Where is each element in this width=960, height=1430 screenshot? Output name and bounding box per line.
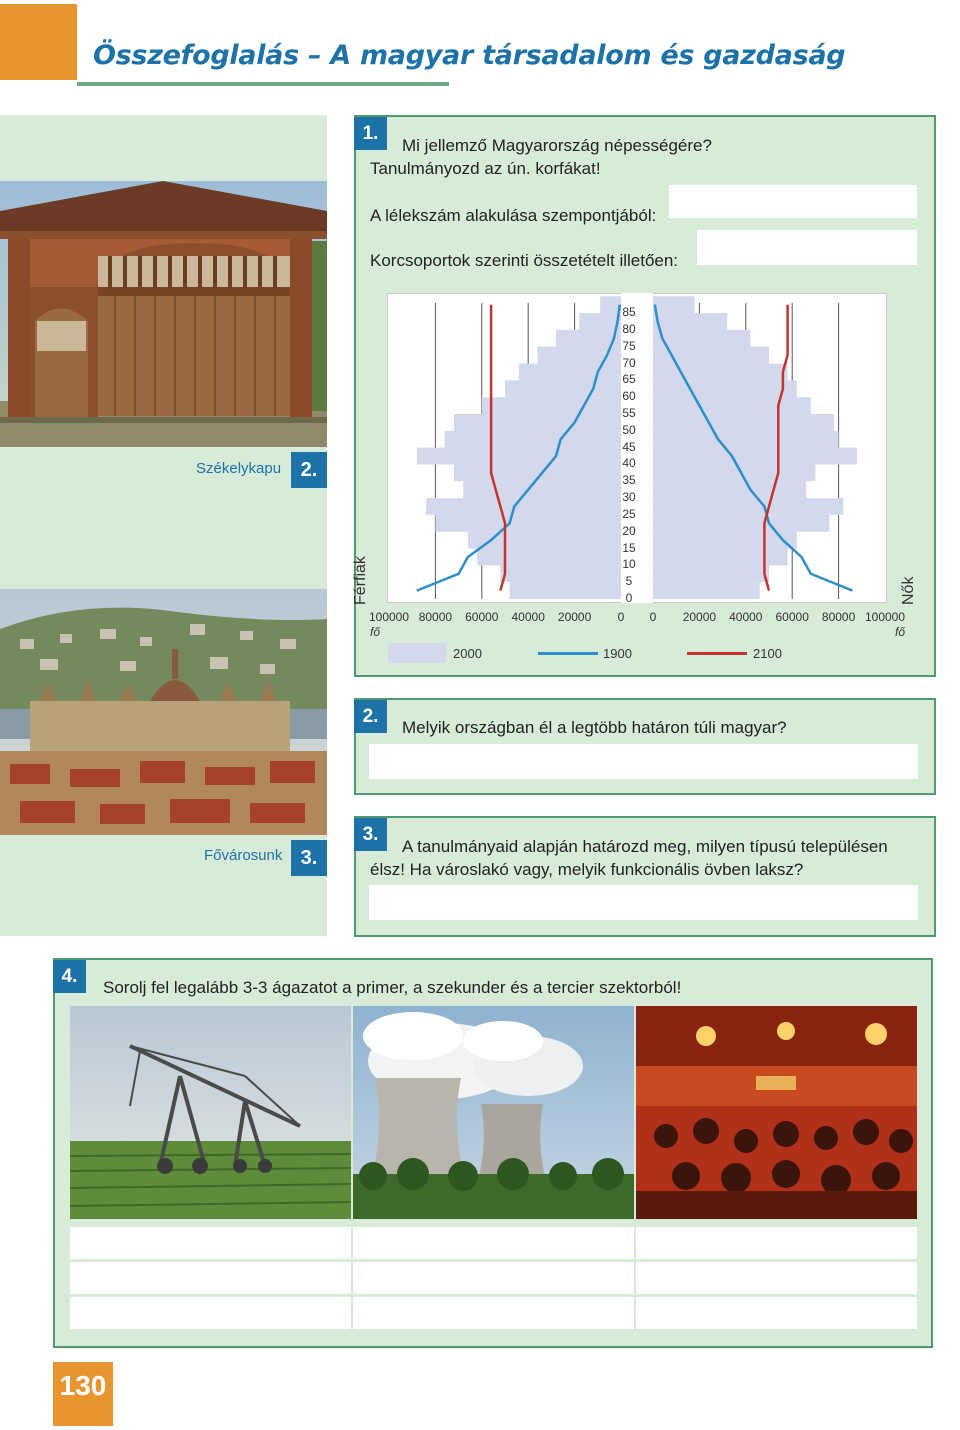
age-tick-label: 70 — [622, 355, 636, 370]
bar-2000-men — [579, 313, 621, 330]
age-tick-label: 0 — [625, 591, 633, 605]
bar-2000-men — [445, 431, 621, 448]
question-2-text: Melyik országban él a legtöbb határon túli magyar? — [402, 718, 787, 737]
age-tick-label: 35 — [622, 473, 636, 488]
age-tick-label: 5 — [625, 574, 633, 589]
age-tick-label: 65 — [622, 372, 636, 387]
restaurant-photo — [636, 1006, 917, 1219]
age-tick-label: 80 — [622, 321, 636, 336]
x-tick-label-women: 0 — [649, 610, 657, 624]
bar-2000-men — [426, 498, 621, 515]
age-tick-label: 55 — [622, 406, 636, 420]
x-tick-label-men: 0 — [617, 610, 625, 624]
unit-right: fő — [895, 625, 906, 639]
x-tick-label-women: 100000 — [864, 610, 906, 624]
men-label: Férfiak — [352, 556, 369, 605]
capital-figure-number: 3. — [291, 840, 327, 876]
age-tick-label: 10 — [622, 557, 636, 572]
bar-2000-women — [653, 515, 829, 532]
age-tick-label: 45 — [622, 439, 636, 454]
question-1-number: 1. — [354, 117, 387, 150]
question-3-number: 3. — [354, 818, 387, 851]
x-tick-label-women: 40000 — [729, 610, 763, 624]
age-tick-label: 15 — [622, 540, 636, 555]
bar-2000-men — [510, 582, 621, 599]
bar-2000-women — [653, 532, 797, 549]
capital-photo — [0, 589, 327, 835]
bar-2000-women — [653, 313, 727, 330]
bar-2000-women — [653, 414, 834, 431]
x-tick-label-women: 20000 — [682, 610, 717, 624]
bar-2000-women — [653, 397, 811, 414]
bar-2000-women — [653, 364, 788, 381]
gate-figure-number: 2. — [291, 452, 327, 488]
age-tick-label: 30 — [622, 490, 636, 505]
answer-field-secondary-3[interactable] — [353, 1297, 634, 1329]
legend-label-2100: 2100 — [753, 646, 782, 661]
question-3-line-2: élsz! Ha városlakó vagy, melyik funkcionális övben laksz? — [370, 860, 804, 879]
age-tick-label: 85 — [622, 305, 636, 320]
bar-2000-women — [653, 464, 815, 481]
page-title: Összefoglalás – A magyar társadalom és gazdaság — [93, 40, 846, 71]
x-tick-label-men: 100000 — [368, 610, 410, 624]
gate-photo — [0, 181, 327, 447]
bar-2000-men — [519, 364, 621, 381]
cooling-towers-photo — [353, 1006, 634, 1219]
bar-2000-women — [653, 565, 769, 582]
bar-2000-men — [435, 515, 621, 532]
legend-label-2000: 2000 — [453, 646, 482, 661]
bar-2000-women — [653, 431, 839, 448]
age-tick-label: 20 — [622, 523, 636, 538]
question-2-answer-field[interactable] — [369, 744, 918, 779]
bar-2000-men — [454, 414, 621, 431]
population-size-label: A lélekszám alakulása szempontjából: — [370, 206, 657, 225]
capital-caption: Fővárosunk — [204, 847, 283, 864]
bar-2000-men — [482, 397, 621, 414]
bar-2000-women — [653, 549, 788, 566]
bar-2000-women — [653, 498, 843, 515]
age-tick-label: 50 — [622, 422, 636, 437]
unit-left: fő — [370, 625, 381, 639]
women-label: Nők — [900, 576, 917, 605]
page-number: 130 — [53, 1362, 113, 1426]
x-tick-label-men: 60000 — [465, 610, 499, 624]
legend-line-1900 — [538, 652, 598, 655]
question-4-number: 4. — [53, 960, 86, 993]
x-tick-label-men: 80000 — [418, 610, 453, 624]
age-tick-label: 60 — [622, 389, 636, 404]
bar-2000-men — [417, 448, 621, 465]
x-tick-label-men: 40000 — [511, 610, 545, 624]
bar-2000-men — [505, 380, 621, 397]
bar-2000-men — [477, 549, 621, 566]
population-size-answer-field[interactable] — [669, 185, 917, 218]
x-tick-label-women: 80000 — [821, 610, 856, 624]
answer-field-secondary-2[interactable] — [353, 1262, 634, 1294]
age-composition-answer-field[interactable] — [697, 230, 917, 265]
answer-field-tertiary-1[interactable] — [636, 1227, 917, 1259]
answer-field-tertiary-3[interactable] — [636, 1297, 917, 1329]
question-2-number: 2. — [354, 700, 387, 733]
bar-2000-men — [463, 481, 621, 498]
x-tick-label-men: 20000 — [557, 610, 592, 624]
age-tick-label: 25 — [622, 506, 636, 521]
age-tick-label: 40 — [622, 456, 636, 471]
age-composition-label: Korcsoportok szerinti összetételt illetően: — [370, 251, 679, 270]
irrigation-photo — [70, 1006, 351, 1219]
bar-2000-women — [653, 330, 750, 347]
legend-label-1900: 1900 — [603, 646, 632, 661]
bar-2000-women — [653, 481, 806, 498]
question-4-text: Sorolj fel legalább 3-3 ágazatot a primer, a szekunder és a tercier szektorból! — [103, 978, 682, 997]
bar-2000-women — [653, 448, 857, 465]
bar-2000-women — [653, 582, 760, 599]
legend-line-2100 — [687, 652, 747, 655]
title-underline — [77, 82, 449, 86]
question-3-answer-field[interactable] — [369, 885, 918, 920]
answer-field-secondary-1[interactable] — [353, 1227, 634, 1259]
answer-field-tertiary-2[interactable] — [636, 1262, 917, 1294]
answer-field-primary-3[interactable] — [70, 1297, 351, 1329]
gate-caption: Székelykapu — [196, 460, 282, 477]
question-1-line-1: Mi jellemző Magyarország népességére? — [402, 136, 712, 155]
question-3-line-1: A tanulmányaid alapján határozd meg, milyen típusú településen — [402, 837, 888, 856]
x-tick-label-women: 60000 — [775, 610, 809, 624]
bar-2000-men — [500, 565, 621, 582]
answer-field-primary-2[interactable] — [70, 1262, 351, 1294]
population-pyramid-plot — [387, 293, 887, 603]
bar-2000-women — [653, 380, 797, 397]
bar-2000-women — [653, 296, 695, 313]
corner-block — [0, 4, 77, 80]
question-1-line-2: Tanulmányozd az ún. korfákat! — [370, 159, 601, 178]
legend-swatch-2000 — [388, 643, 446, 663]
answer-field-primary-1[interactable] — [70, 1227, 351, 1259]
age-tick-label: 75 — [622, 338, 636, 353]
